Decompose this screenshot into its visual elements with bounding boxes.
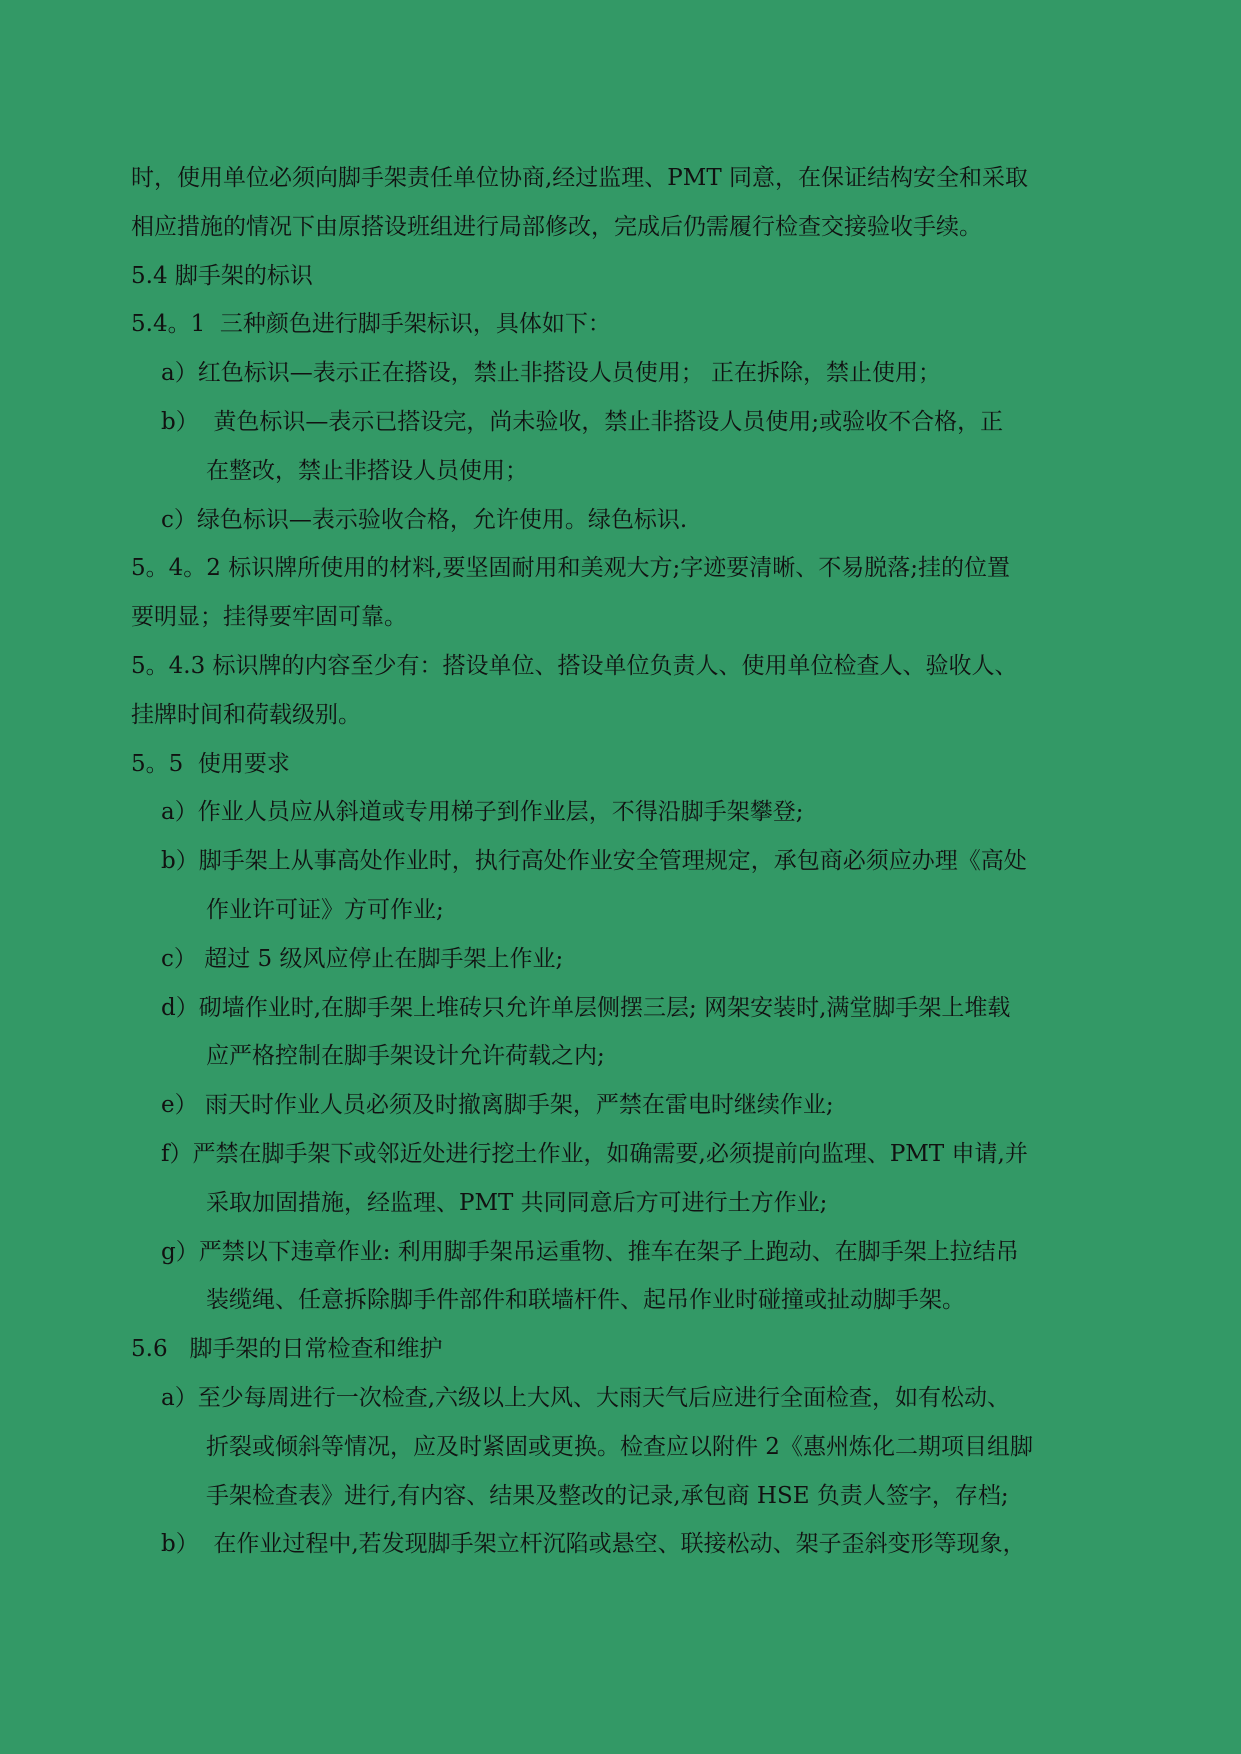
subsection-heading: 5.4。1 三种颜色进行脚手架标识，具体如下： <box>131 311 611 338</box>
paragraph-line: 挂牌时间和荷载级别。 <box>131 701 361 728</box>
list-item-continuation: 折裂或倾斜等情况，应及时紧固或更换。检查应以附件 2《惠州炼化二期项目组脚 <box>206 1433 1033 1460</box>
paragraph-line: 要明显；挂得要牢固可靠。 <box>131 604 407 631</box>
list-item: d）砌墙作业时,在脚手架上堆砖只允许单层侧摆三层; 网架安装时,满堂脚手架上堆载 <box>161 994 1011 1021</box>
list-item-continuation: 手架检查表》进行,有内容、结果及整改的记录,承包商 HSE 负责人签字，存档; <box>206 1482 1009 1509</box>
list-item: f）严禁在脚手架下或邻近处进行挖土作业，如确需要,必须提前向监理、PMT 申请,并 <box>161 1140 1028 1167</box>
paragraph-line: 时，使用单位必须向脚手架责任单位协商,经过监理、PMT 同意，在保证结构安全和采取 <box>131 165 1028 191</box>
paragraph-line: 5。4。2 标识牌所使用的材料,要坚固耐用和美观大方;字迹要清晰、不易脱落;挂的位置 <box>131 555 1011 582</box>
list-item-continuation: 采取加固措施，经监理、PMT 共同同意后方可进行土方作业; <box>206 1189 828 1216</box>
section-heading: 5.4 脚手架的标识 <box>131 262 313 289</box>
document-body <box>0 154 1241 1569</box>
list-item-continuation: 应严格控制在脚手架设计允许荷载之内; <box>206 1043 605 1070</box>
list-item: a）至少每周进行一次检查,六级以上大风、大雨天气后应进行全面检查，如有松动、 <box>161 1384 1011 1411</box>
paragraph-line: 相应措施的情况下由原搭设班组进行局部修改，完成后仍需履行检查交接验收手续。 <box>131 213 982 240</box>
paragraph-line: 5。4.3 标识牌的内容至少有：搭设单位、搭设单位负责人、使用单位检查人、验收人、 <box>131 652 1018 679</box>
list-item: c）绿色标识—表示验收合格，允许使用。绿色标识. <box>161 506 688 533</box>
section-heading: 5。5 使用要求 <box>131 750 290 777</box>
list-item: c） 超过 5 级风应停止在脚手架上作业; <box>161 945 564 972</box>
list-item: a）红色标识—表示正在搭设，禁止非搭设人员使用； 正在拆除，禁止使用； <box>161 360 942 387</box>
list-item: b）脚手架上从事高处作业时，执行高处作业安全管理规定，承包商必须应办理《高处 <box>161 848 1027 875</box>
list-item: a）作业人员应从斜道或专用梯子到作业层，不得沿脚手架攀登; <box>161 799 804 826</box>
list-item: g）严禁以下违章作业: 利用脚手架吊运重物、推车在架子上跑动、在脚手架上拉结吊 <box>161 1238 1019 1265</box>
section-heading: 5.6 脚手架的日常检查和维护 <box>131 1336 443 1363</box>
list-item-continuation: 装缆绳、任意拆除脚手件部件和联墙杆件、起吊作业时碰撞或扯动脚手架。 <box>206 1287 965 1314</box>
list-item-continuation: 作业许可证》方可作业; <box>206 896 444 923</box>
list-item: b） 在作业过程中,若发现脚手架立杆沉陷或悬空、联接松动、架子歪斜变形等现象， <box>161 1531 1026 1558</box>
list-item: b） 黄色标识—表示已搭设完，尚未验收，禁止非搭设人员使用;或验收不合格，正 <box>161 408 1004 435</box>
list-item-continuation: 在整改，禁止非搭设人员使用； <box>206 457 528 484</box>
list-item: e） 雨天时作业人员必须及时撤离脚手架，严禁在雷电时继续作业; <box>161 1092 834 1119</box>
